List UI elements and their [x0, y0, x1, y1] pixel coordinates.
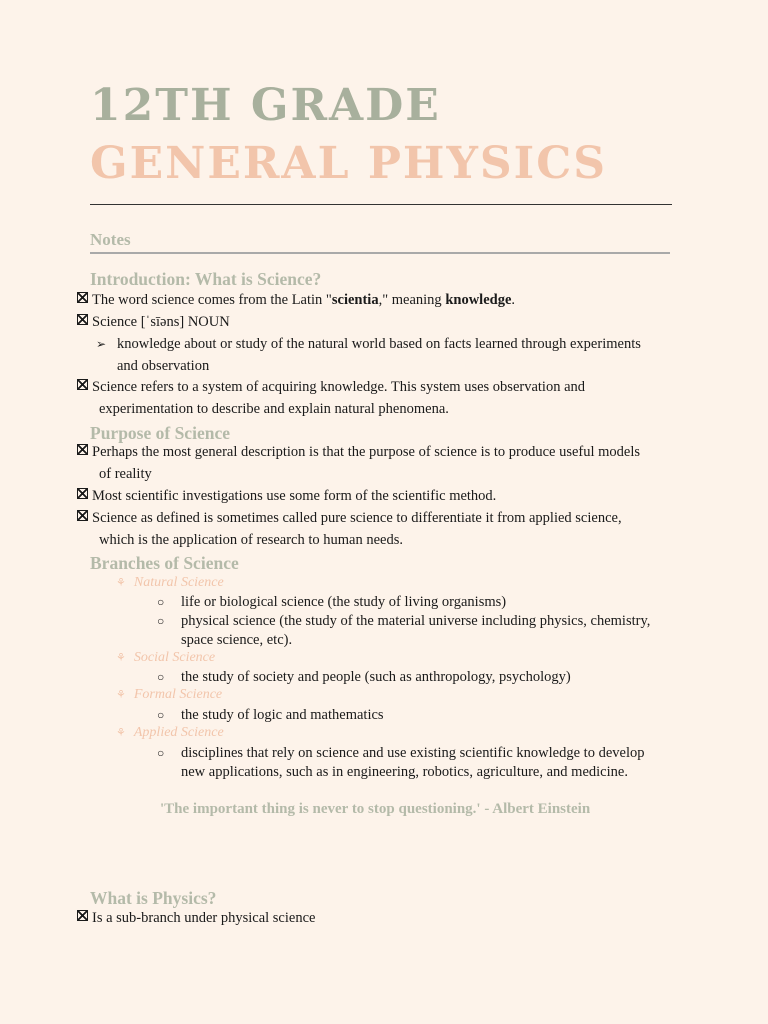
- natural-science-item-1: ○ life or biological science (the study of living organisms): [157, 594, 507, 610]
- circle-bullet-icon: ○: [157, 670, 165, 684]
- heading-introduction: Introduction: What is Science?: [90, 269, 322, 289]
- x-box-icon: [77, 292, 88, 303]
- x-box-icon: [77, 314, 88, 325]
- natural-science-item-2: ○ physical science (the study of the material universe including physics, chemistry, space science, etc).: [157, 613, 651, 648]
- category-applied-science: ⚘ Applied Science: [116, 725, 224, 740]
- heading-physics: What is Physics?: [90, 888, 217, 908]
- circle-bullet-icon: ○: [157, 595, 165, 609]
- formal-science-item-1: ○ the study of logic and mathematics: [157, 707, 384, 723]
- arrow-bullet-icon: ➢: [96, 337, 107, 351]
- einstein-quote: 'The important thing is never to stop questioning.' - Albert Einstein: [160, 801, 591, 817]
- heading-purpose: Purpose of Science: [90, 423, 230, 443]
- bullet-intro-1: The word science comes from the Latin "scientia," meaning knowledge.: [77, 289, 677, 311]
- bullet-purpose-1: Perhaps the most general description is that the purpose of science is to produce useful models of reality: [77, 441, 677, 485]
- flower-bullet-icon: ⚘: [116, 652, 126, 664]
- title-line-2: GENERAL PHYSICS: [90, 138, 608, 189]
- x-box-icon: [77, 910, 88, 921]
- circle-bullet-icon: ○: [157, 746, 165, 760]
- title-line-1: 12TH GRADE: [90, 80, 441, 131]
- bullet-purpose-3: Science as defined is sometimes called pure science to differentiate it from applied science, which is the application of research to human needs.: [77, 507, 677, 551]
- title-divider: [90, 204, 672, 205]
- flower-bullet-icon: ⚘: [116, 727, 126, 739]
- x-box-icon: [77, 510, 88, 521]
- circle-bullet-icon: ○: [157, 708, 165, 722]
- flower-bullet-icon: ⚘: [116, 689, 126, 701]
- category-natural-science: ⚘ Natural Science: [116, 575, 224, 590]
- category-formal-science: ⚘ Formal Science: [116, 687, 223, 702]
- circle-bullet-icon: ○: [157, 614, 165, 628]
- bullet-intro-2: Science [ˈsīəns] NOUN: [77, 311, 677, 333]
- flower-bullet-icon: ⚘: [116, 577, 126, 589]
- social-science-item-1: ○ the study of society and people (such as anthropology, psychology): [157, 669, 571, 685]
- bullet-physics-1: Is a sub-branch under physical science: [77, 907, 677, 929]
- sub-bullet-intro-definition: ➢ knowledge about or study of the natural world based on facts learned through experiments and observation: [96, 333, 676, 377]
- applied-science-item-1: ○ disciplines that rely on science and use existing scientific knowledge to develop new applications, such as in engineering, robotics, agriculture, and medicine.: [157, 745, 645, 780]
- bullet-intro-3: Science refers to a system of acquiring knowledge. This system uses observation and experimentation to describe and explain natural phenomena.: [77, 376, 677, 420]
- heading-branches: Branches of Science: [90, 553, 239, 573]
- bullet-purpose-2: Most scientific investigations use some form of the scientific method.: [77, 485, 677, 507]
- x-box-icon: [77, 444, 88, 455]
- notes-label: Notes: [90, 230, 670, 254]
- category-social-science: ⚘ Social Science: [116, 650, 216, 665]
- x-box-icon: [77, 488, 88, 499]
- x-box-icon: [77, 379, 88, 390]
